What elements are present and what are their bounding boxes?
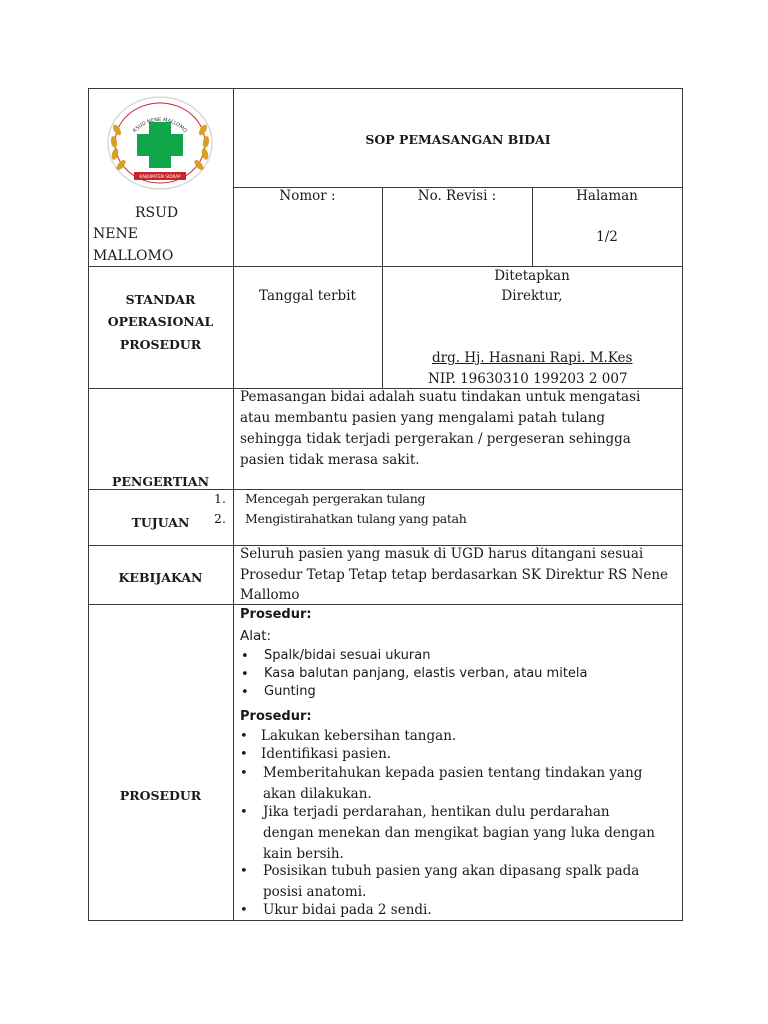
step-item: Posisikan tubuh pasien yang akan dipasang spalk pada xyxy=(263,863,640,879)
document-title: SOP PEMASANGAN BIDAI xyxy=(365,132,551,147)
tujuan-num: 2. xyxy=(214,511,226,526)
direktur-label: Direktur, xyxy=(501,288,563,304)
kebijakan-label: KEBIJAKAN xyxy=(118,570,203,585)
bullet-icon: • xyxy=(241,685,249,700)
pengertian-line: atau membantu pasien yang mengalami patah tulang xyxy=(240,410,606,426)
tujuan-num: 1. xyxy=(214,491,226,506)
step-item-cont: kain bersih. xyxy=(263,846,344,862)
alat-item: Spalk/bidai sesuai ukuran xyxy=(264,648,431,663)
org-name-line3: MALLOMO xyxy=(93,248,174,264)
tujuan-item: Mengistirahatkan tulang yang patah xyxy=(245,511,467,526)
logo-text-top: RSUD NENE MALLOMO xyxy=(132,117,188,134)
bullet-icon: • xyxy=(241,667,249,682)
tanggal-terbit-label: Tanggal terbit xyxy=(259,288,356,304)
ditetapkan-label: Ditetapkan xyxy=(494,268,570,284)
nomor-label: Nomor : xyxy=(279,188,336,204)
pengertian-line: pasien tidak merasa sakit. xyxy=(240,452,420,468)
bullet-icon: • xyxy=(240,864,248,879)
org-name-line1: RSUD xyxy=(135,205,179,221)
hospital-logo xyxy=(104,96,216,194)
kebijakan-line: Prosedur Tetap Tetap tetap berdasarkan SK Direktur RS Nene xyxy=(240,567,669,583)
sop-label-3: PROSEDUR xyxy=(119,337,202,352)
bullet-icon: • xyxy=(240,805,248,820)
prosedur-heading-2: Prosedur: xyxy=(240,709,312,724)
halaman-label: Halaman xyxy=(576,188,638,204)
kebijakan-line: Mallomo xyxy=(240,587,300,603)
pengertian-line: Pemasangan bidai adalah suatu tindakan untuk mengatasi xyxy=(240,389,641,405)
pengertian-label: PENGERTIAN xyxy=(112,474,209,489)
signer-nip: NIP. 19630310 199203 2 007 xyxy=(428,371,628,387)
step-item-cont: akan dilakukan. xyxy=(263,786,372,802)
bullet-icon: • xyxy=(241,649,249,664)
step-item: Identifikasi pasien. xyxy=(261,746,392,762)
logo-text-bottom: KABUPATEN SIDRAP xyxy=(139,174,181,179)
signer-name: drg. Hj. Hasnani Rapi. M.Kes xyxy=(432,350,633,366)
bullet-icon: • xyxy=(240,903,248,918)
step-item: Jika terjadi perdarahan, hentikan dulu perdarahan xyxy=(263,804,610,820)
bullet-icon: • xyxy=(240,747,248,762)
step-item: Memberitahukan kepada pasien tentang tindakan yang xyxy=(263,765,643,781)
step-item-cont: dengan menekan dan mengikat bagian yang luka dengan xyxy=(263,825,655,841)
step-item: Ukur bidai pada 2 sendi. xyxy=(263,902,432,918)
revisi-label: No. Revisi : xyxy=(417,188,497,204)
alat-label: Alat: xyxy=(240,628,272,644)
step-item: Lakukan kebersihan tangan. xyxy=(261,728,457,744)
prosedur-heading: Prosedur: xyxy=(240,607,312,622)
org-name-line2: NENE xyxy=(93,226,138,242)
prosedur-label: PROSEDUR xyxy=(119,788,202,803)
alat-item: Gunting xyxy=(264,684,316,699)
alat-item: Kasa balutan panjang, elastis verban, atau mitela xyxy=(264,666,588,681)
pengertian-line: sehingga tidak terjadi pergerakan / pergeseran sehingga xyxy=(240,431,631,447)
bullet-icon: • xyxy=(240,766,248,781)
tujuan-label: TUJUAN xyxy=(131,515,190,530)
halaman-value: 1/2 xyxy=(596,229,618,245)
step-item-cont: posisi anatomi. xyxy=(263,884,367,900)
sop-label-2: OPERASIONAL xyxy=(107,314,214,329)
sop-label-1: STANDAR xyxy=(125,292,196,307)
bullet-icon: • xyxy=(240,729,248,744)
tujuan-item: Mencegah pergerakan tulang xyxy=(245,491,426,506)
kebijakan-line: Seluruh pasien yang masuk di UGD harus ditangani sesuai xyxy=(240,546,644,562)
